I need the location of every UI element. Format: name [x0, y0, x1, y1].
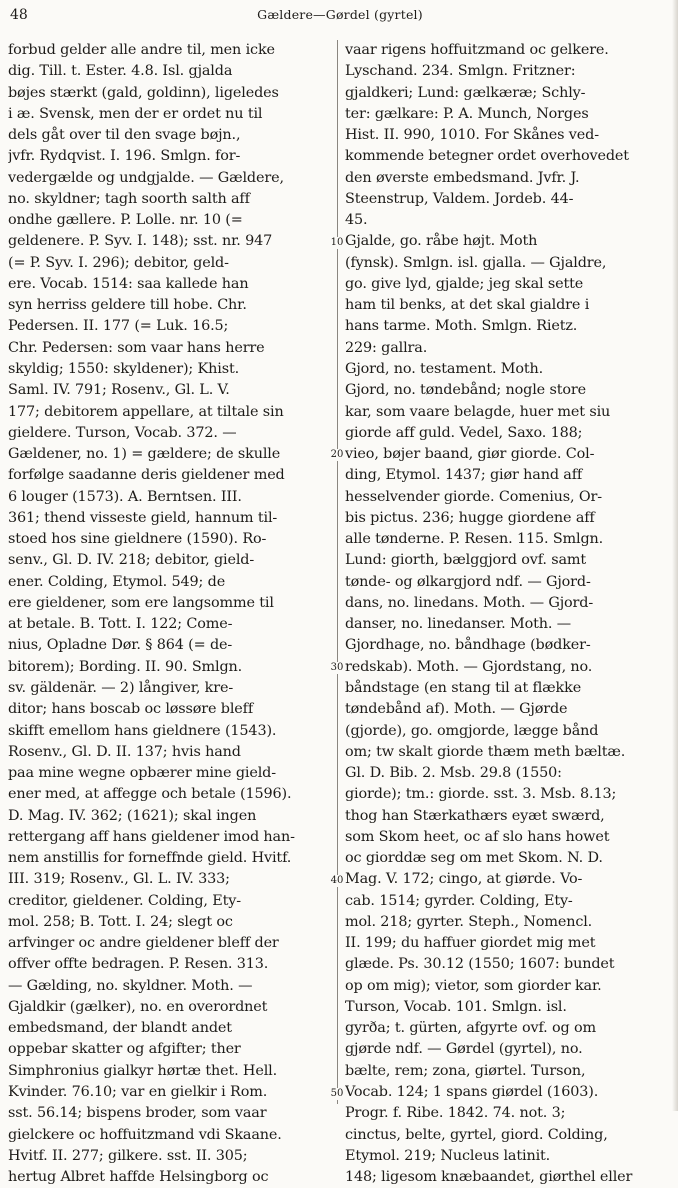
- text-line: tøndebånd af). Moth. — Gjørde: [345, 701, 568, 718]
- text-line: ere gieldener, som ere langsomme til: [8, 594, 274, 611]
- text-line: (= P. Syv. I. 296); debitor, geld-: [8, 254, 229, 271]
- text-line: giorde); tm.: giorde. sst. 3. Msb. 8.13;: [345, 786, 617, 803]
- text-line: Rosenv., Gl. D. II. 137; hvis hand: [8, 743, 241, 760]
- text-line: bøjes stærkt (gald, goldinn), ligeledes: [8, 84, 279, 101]
- text-line: Turson, Vocab. 101. Smlgn. isl.: [345, 998, 567, 1015]
- text-line: dans, no. linedans. Moth. — Gjord-: [345, 594, 594, 611]
- text-line: D. Mag. IV. 362; (1621); skal ingen: [8, 807, 257, 824]
- text-line: Gjaldkir (gælker), no. en overordnet: [8, 998, 268, 1015]
- text-line: oppebar skatter og afgifter; ther: [8, 1041, 241, 1058]
- text-line: vedergælde og undgjalde. — Gældere,: [8, 169, 284, 186]
- text-line: hesselvender giorde. Comenius, Or-: [345, 488, 602, 505]
- text-line: giorde aff guld. Vedel, Saxo. 188;: [345, 424, 583, 441]
- text-line: ere. Vocab. 1514: saa kallede han: [8, 275, 249, 292]
- text-line: Gl. D. Bib. 2. Msb. 29.8 (1550:: [345, 765, 562, 782]
- right-column: [345, 40, 668, 1188]
- line-number-marker: 20: [325, 449, 349, 461]
- text-line: ditor; hans boscab oc løssøre bleff: [8, 701, 254, 718]
- text-line: 148; ligesom knæbaandet, giørthel eller: [345, 1169, 633, 1186]
- text-line: gyrða; t. gürten, afgyrte ovf. og om: [345, 1020, 597, 1037]
- text-line: Pedersen. II. 177 (= Luk. 16.5;: [8, 318, 229, 335]
- text-line: Steenstrup, Valdem. Jordeb. 44-: [345, 190, 574, 207]
- text-line: nius, Opladne Dør. § 864 (= de-: [8, 637, 233, 654]
- text-line: cab. 1514; gyrder. Colding, Ety-: [345, 892, 573, 909]
- text-line: Hist. II. 990, 1010. For Skånes ved-: [345, 127, 599, 144]
- text-line: Gjord, no. testament. Moth.: [345, 360, 544, 377]
- text-line: båndstage (en stang til at flække: [345, 679, 582, 696]
- text-line: go. give lyd, gjalde; jeg skal sette: [345, 275, 584, 292]
- text-line: danser, no. linedanser. Moth. —: [345, 616, 571, 633]
- text-line: Simphronius gialkyr hørtæ thet. Hell.: [8, 1062, 278, 1079]
- text-line: oc giorddæ seg om met Skom. N. D.: [345, 850, 603, 867]
- text-line: mol. 258; B. Tott. I. 24; slegt oc: [8, 913, 233, 930]
- text-line: Lund: giorth, bælggjord ovf. samt: [345, 552, 587, 569]
- running-head: Gældere—Gørdel (gyrtel): [257, 7, 423, 22]
- text-line: op om mig); vietor, som giorder kar.: [345, 977, 602, 994]
- text-line: forbud gelder alle andre til, men icke: [8, 42, 275, 58]
- text-line: tønde- og ølkargjord ndf. — Gjord-: [345, 573, 591, 590]
- text-line: kar, som vaare belagde, huer met siu: [345, 403, 611, 420]
- text-line: ener med, at affegge och betale (1596).: [8, 786, 292, 803]
- page-header: [10, 7, 670, 25]
- text-line: offver offte bedragen. P. Resen. 313.: [8, 956, 269, 973]
- text-line: Gjalde, go. råbe højt. Moth: [345, 233, 538, 250]
- text-line: Etymol. 219; Nucleus latinit.: [345, 1147, 551, 1164]
- text-line: syn herriss geldere till hobe. Chr.: [8, 297, 247, 314]
- text-line: Saml. IV. 791; Rosenv., Gl. L. V.: [8, 382, 230, 399]
- text-line: 45.: [345, 212, 368, 229]
- text-line: hertug Albret haffde Helsingborg oc: [8, 1169, 269, 1186]
- text-line: Hvitf. II. 277; gilkere. sst. II. 305;: [8, 1147, 248, 1164]
- text-line: kommende betegner ordet overhovedet: [345, 148, 629, 165]
- text-line: bitorem); Bording. II. 90. Smlgn.: [8, 658, 243, 675]
- text-line: creditor, gieldener. Colding, Ety-: [8, 892, 241, 909]
- line-number-marker: 50: [325, 1088, 349, 1100]
- text-line: vieo, bøjer baand, giør giorde. Col-: [345, 446, 595, 463]
- text-line: embedsmand, der blandt andet: [8, 1020, 232, 1037]
- text-line: Progr. f. Ribe. 1842. 74. not. 3;: [345, 1105, 566, 1122]
- text-line: no. skyldner; tagh soorth salth aff: [8, 190, 250, 207]
- text-line: bis pictus. 236; hugge giordene aff: [345, 509, 595, 526]
- text-line: Vocab. 124; 1 spans giørdel (1603).: [345, 1084, 599, 1101]
- text-line: Gældener, no. 1) = gældere; de skulle: [8, 446, 281, 463]
- text-line: Lyschand. 234. Smlgn. Fritzner:: [345, 63, 576, 80]
- text-line: ener. Colding, Etymol. 549; de: [8, 573, 226, 590]
- text-line: stoed hos sine gieldnere (1590). Ro-: [8, 531, 267, 548]
- text-line: sst. 56.14; bispens broder, som vaar: [8, 1105, 267, 1122]
- text-line: bælte, rem; zona, giørtel. Turson,: [345, 1062, 586, 1079]
- text-line: redskab). Moth. — Gjordstang, no.: [345, 658, 593, 675]
- text-line: thog han Stærkathærs eyæt swærd,: [345, 807, 605, 824]
- text-line: cinctus, belte, gyrtel, giord. Colding,: [345, 1126, 608, 1143]
- text-line: Gjordhage, no. båndhage (bødker-: [345, 637, 591, 654]
- text-line: 361; thend visseste gield, hannum til-: [8, 509, 278, 526]
- text-line: som Skom heet, oc af slo hans howet: [345, 828, 610, 845]
- column-divider: [337, 40, 338, 1104]
- text-line: hans tarme. Moth. Smlgn. Rietz.: [345, 318, 578, 335]
- text-line: III. 319; Rosenv., Gl. L. IV. 333;: [8, 871, 230, 888]
- text-line: den øverste embedsmand. Jvfr. J.: [345, 169, 580, 186]
- text-line: 6 louger (1573). A. Berntsen. III.: [8, 488, 242, 505]
- page-edge: [672, 0, 678, 1111]
- text-line: senv., Gl. D. IV. 218; debitor, gield-: [8, 552, 255, 569]
- text-line: vaar rigens hoffuitzmand oc gelkere.: [345, 42, 609, 58]
- text-line: Kvinder. 76.10; var en gielkir i Rom.: [8, 1084, 268, 1101]
- text-line: 229: gallra.: [345, 339, 428, 356]
- line-number-marker: 40: [325, 875, 349, 887]
- text-line: nem anstillis for forneffnde gield. Hvitf.: [8, 850, 292, 867]
- text-line: Chr. Pedersen: som vaar hans herre: [8, 339, 265, 356]
- text-line: skifft emellom hans gieldnere (1543).: [8, 722, 277, 739]
- text-line: ding, Etymol. 1437; giør hand aff: [345, 467, 583, 484]
- text-line: om; tw skalt giorde thæm meth bæltæ.: [345, 743, 626, 760]
- text-line: arfvinger oc andre gieldener bleff der: [8, 935, 279, 952]
- text-line: — Gælding, no. skyldner. Moth. —: [8, 977, 253, 994]
- text-line: ondhe gællere. P. Lolle. nr. 10 (=: [8, 212, 243, 229]
- text-line: II. 199; du haffuer giordet mig met: [345, 935, 596, 952]
- text-line: jvfr. Rydqvist. I. 196. Smlgn. for-: [8, 148, 241, 165]
- text-line: geldenere. P. Syv. I. 148); sst. nr. 947: [8, 233, 273, 250]
- line-number-marker: 30: [325, 662, 349, 674]
- text-line: alle tønderne. P. Resen. 115. Smlgn.: [345, 531, 604, 548]
- text-line: Gjord, no. tøndebånd; nogle store: [345, 382, 586, 399]
- left-column: [8, 40, 331, 1188]
- text-line: paa mine wegne opbærer mine gield-: [8, 765, 276, 782]
- text-line: dig. Till. t. Ester. 4.8. Isl. gjalda: [8, 63, 233, 80]
- page-number: 48: [10, 7, 28, 23]
- text-line: (fynsk). Smlgn. isl. gjalla. — Gjaldre,: [345, 254, 607, 271]
- text-line: skyldig; 1550: skyldener); Khist.: [8, 360, 240, 377]
- text-line: sv. gäldenär. — 2) långiver, kre-: [8, 679, 234, 696]
- text-line: dels gåt over til den svage bøjn.,: [8, 127, 241, 144]
- text-line: rettergang aff hans gieldener imod han-: [8, 828, 295, 845]
- text-line: gjørde ndf. — Gørdel (gyrtel), no.: [345, 1041, 583, 1058]
- line-number-marker: 10: [325, 237, 349, 249]
- text-line: mol. 218; gyrter. Steph., Nomencl.: [345, 913, 593, 930]
- text-line: ter: gælkare: P. A. Munch, Norges: [345, 105, 589, 122]
- text-line: gieldere. Turson, Vocab. 372. —: [8, 424, 237, 441]
- text-line: Mag. V. 172; cingo, at giørde. Vo-: [345, 871, 583, 888]
- text-line: ham til benks, at det skal gialdre i: [345, 297, 590, 314]
- text-line: 177; debitorem appellare, at tiltale sin: [8, 403, 284, 420]
- text-line: i æ. Svensk, men der er ordet nu til: [8, 105, 263, 122]
- text-line: at betale. B. Tott. I. 122; Come-: [8, 616, 233, 633]
- text-line: (gjorde), go. omgjorde, lægge bånd: [345, 722, 599, 739]
- text-line: gjaldkeri; Lund: gælkæræ; Schly-: [345, 84, 586, 101]
- text-line: forfølge saadanne deris gieldener med: [8, 467, 285, 484]
- text-line: glæde. Ps. 30.12 (1550; 1607: bundet: [345, 956, 615, 973]
- text-line: gielckere oc hoffuitzmand vdi Skaane.: [8, 1126, 282, 1143]
